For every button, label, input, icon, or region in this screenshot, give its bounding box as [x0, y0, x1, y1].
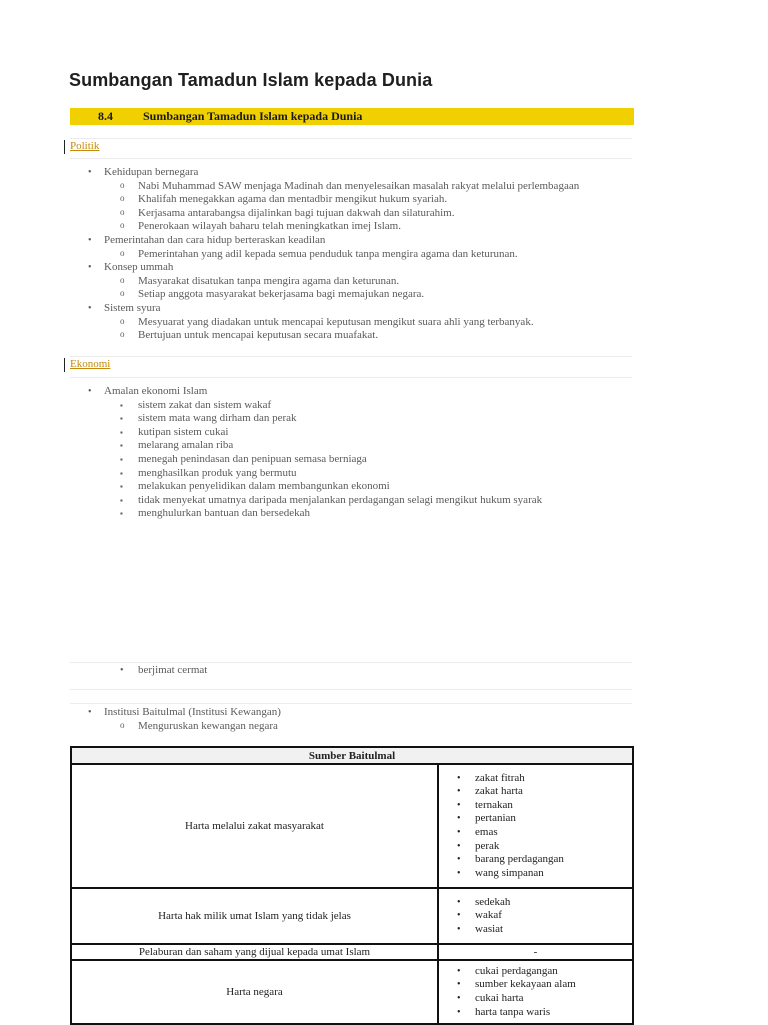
list-item: • zakat fitrah	[457, 772, 632, 786]
section-heading: Sumbangan Tamadun Islam kepada Dunia	[143, 109, 363, 123]
list-item: ▪ melarang amalan riba	[88, 439, 688, 453]
list-item: • wakaf	[457, 909, 632, 923]
divider	[70, 689, 632, 690]
list-item: • wasiat	[457, 923, 632, 937]
list-item: o Mesyuarat yang diadakan untuk mencapai keputusan mengikut suara ahli yang terbanyak.	[88, 316, 688, 330]
ekonomi-list	[88, 385, 688, 521]
list-item: o Bertujuan untuk mencapai keputusan secara muafakat.	[88, 329, 688, 343]
table-cell-value	[438, 888, 633, 944]
list-item: • Kehidupan bernegara	[88, 166, 688, 180]
list-item: • pertanian	[457, 812, 632, 826]
divider	[70, 377, 632, 378]
politik-link[interactable]: Politik	[64, 140, 99, 154]
list-item: • Sistem syura	[88, 302, 688, 316]
list-item: • wang simpanan	[457, 867, 632, 881]
list-item: o Menguruskan kewangan negara	[88, 720, 688, 734]
divider	[70, 703, 632, 704]
table-cell-value: -	[438, 944, 633, 960]
table-row	[71, 888, 633, 944]
list-item: • sedekah	[457, 896, 632, 910]
ekonomi-link[interactable]: Ekonomi	[64, 358, 110, 372]
list-item: • sumber kekayaan alam	[457, 978, 632, 992]
baitulmal-table	[70, 746, 634, 1025]
list-item: ▪ kutipan sistem cukai	[88, 426, 688, 440]
list-item: ▪ menghulurkan bantuan dan bersedekah	[88, 507, 688, 521]
list-item: o Khalifah menegakkan agama dan mentadbir mengikut hukum syariah.	[88, 193, 688, 207]
list-item: • Pemerintahan dan cara hidup berteraskan keadilan	[88, 234, 688, 248]
section-banner	[70, 108, 634, 125]
table-header: Sumber Baitulmal	[71, 747, 633, 764]
table-cell-label: Pelaburan dan saham yang dijual kepada umat Islam	[71, 944, 438, 960]
list-item: • emas	[457, 826, 632, 840]
list-item: o Masyarakat disatukan tanpa mengira agama dan keturunan.	[88, 275, 688, 289]
divider	[70, 138, 632, 139]
baitulmal-list	[88, 706, 688, 733]
list-item: • Institusi Baitulmal (Institusi Kewangan)	[88, 706, 688, 720]
list-item: • harta tanpa waris	[457, 1006, 632, 1020]
list-item: ▪ sistem mata wang dirham dan perak	[88, 412, 688, 426]
table-row	[71, 764, 633, 888]
list-item: o Kerjasama antarabangsa dijalinkan bagi tujuan dakwah dan silaturahim.	[88, 207, 688, 221]
list-item: ▪ tidak menyekat umatnya daripada menjalankan perdagangan selagi mengikut hukum syarak	[88, 494, 688, 508]
list-item: ▪ menegah penindasan dan penipuan semasa berniaga	[88, 453, 688, 467]
table-cell-value	[438, 960, 633, 1024]
list-item: ▪ menghasilkan produk yang bermutu	[88, 467, 688, 481]
table-cell-label: Harta hak milik umat Islam yang tidak jelas	[71, 888, 438, 944]
list-item: • barang perdagangan	[457, 853, 632, 867]
list-item: o Setiap anggota masyarakat bekerjasama bagi memajukan negara.	[88, 288, 688, 302]
divider	[70, 356, 632, 357]
table-cell-label: Harta melalui zakat masyarakat	[71, 764, 438, 888]
list-item: • cukai harta	[457, 992, 632, 1006]
list-item: o Penerokaan wilayah baharu telah meningkatkan imej Islam.	[88, 220, 688, 234]
table-cell-label: Harta negara	[71, 960, 438, 1024]
list-item: ▪ sistem zakat dan sistem wakaf	[88, 399, 688, 413]
table-row	[71, 944, 633, 960]
politik-list	[88, 166, 688, 343]
page-title: Sumbangan Tamadun Islam kepada Dunia	[69, 70, 433, 90]
ekonomi-extra-list	[88, 664, 688, 678]
list-item: • berjimat cermat	[88, 664, 688, 678]
list-item: • cukai perdagangan	[457, 965, 632, 979]
list-item: • Konsep ummah	[88, 261, 688, 275]
table-cell-value	[438, 764, 633, 888]
list-item: o Nabi Muhammad SAW menjaga Madinah dan menyelesaikan masalah rakyat melalui perlembagaan	[88, 180, 688, 194]
list-item: • Amalan ekonomi Islam	[88, 385, 688, 399]
list-item: • perak	[457, 840, 632, 854]
divider	[70, 662, 632, 663]
list-item: o Pemerintahan yang adil kepada semua penduduk tanpa mengira agama dan keturunan.	[88, 248, 688, 262]
table-row	[71, 960, 633, 1024]
section-number: 8.4	[98, 109, 113, 123]
list-item: • zakat harta	[457, 785, 632, 799]
divider	[70, 158, 632, 159]
list-item: • ternakan	[457, 799, 632, 813]
list-item: ▪ melakukan penyelidikan dalam membangunkan ekonomi	[88, 480, 688, 494]
